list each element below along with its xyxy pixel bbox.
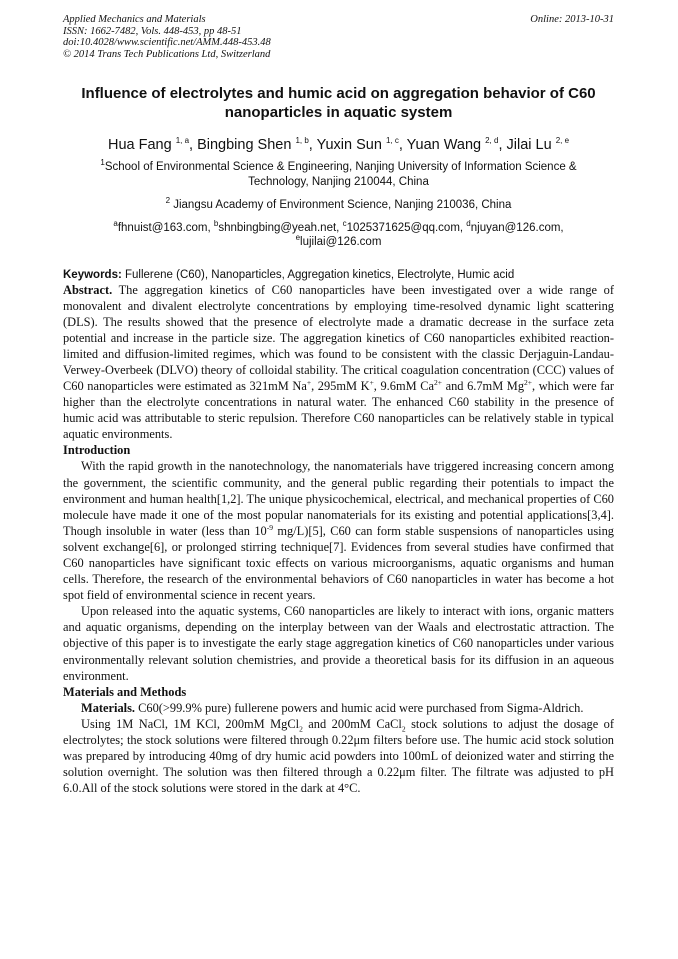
introduction-paragraph-2: Upon released into the aquatic systems, C60 nanoparticles are likely to interact with ions, organic matters and aquatic organisms, depending on the interplay between van der Waals and electrostatic attraction. The objective of this paper is to investigate the early stage aggregation kinetics of C60 nanoparticles under various environmentally relevant solution chemistries, and provide a theoretical basis for its diffusion in an aqueous environment. [63, 604, 614, 683]
abstract-text: , 9.6mM Ca [373, 379, 434, 394]
affiliation-line: Technology, Nanjing 210044, China [248, 175, 429, 188]
email-address: 1025371625@qq.com [346, 221, 460, 234]
abstract-text: , 295mM K [311, 379, 370, 394]
email-mark: b [213, 218, 219, 228]
author-name: Yuxin Sun [316, 137, 382, 153]
email-address: fhnuist@163.com [117, 221, 208, 234]
email-address: lujilai@126.com [300, 235, 382, 248]
paragraph-text: Using 1M NaCl, 1M KCl, 200mM MgCl [81, 716, 300, 731]
affiliation-mark: 1 [100, 158, 105, 168]
journal-header [63, 14, 614, 60]
author-name: Jilai Lu [506, 137, 552, 153]
affiliation-line: School of Environmental Science & Engineering, Nanjing University of Information Science & [104, 161, 577, 173]
introduction-paragraph-1 [63, 458, 614, 603]
paper-page [63, 14, 614, 796]
email-address: shnbingbing@yeah.net [218, 221, 337, 234]
title-line-1: Influence of electrolytes and humic acid on aggregation behavior of C60 [81, 85, 596, 102]
keywords-text: Fullerene (C60), Nanoparticles, Aggregation kinetics, Electrolyte, Humic acid [121, 268, 515, 281]
paragraph-text: stock solutions to adjust the dosage of electrolytes; the stock solutions were filtered through 0.22μm filters before use. The humic acid stock solution was prepared by introducing 40mg of dry humic acid powders into 100mL of deionized water and stirring the solution overnight. The solution was then filtered through a 0.22μm filter. The filtrate was adjusted to pH 6.0.All of the stock solutions were stored in the dark at 4°C. [63, 716, 614, 796]
email-list: $^a$fhnuist@163.com, $^b$shnbingbing@yeah.net, $^c$1025371625@qq.com, $^d$njuyan@126.com, $^e$lujilai@126.com [113, 218, 564, 248]
email-mark: c [342, 218, 347, 228]
author-affiliation-mark: 1, a [175, 136, 190, 146]
online-date: Online: 2013-10-31 [530, 14, 614, 25]
title-line-2: nanoparticles in aquatic system [224, 104, 453, 121]
superscript: -9 [266, 522, 273, 532]
email-mark: a [113, 218, 118, 228]
abstract-text: The aggregation kinetics of C60 nanoparticles have been investigated over a wide range of monovalent and divalent electrolyte concentrations by employing time-resolved dynamic light scattering (DLS). The results showed that the presence of electrolyte made a dramatic decrease in the surface zeta potential and increase in the particle size. The aggregation kinetics of C60 nanoparticles exhibited reaction-limited and diffusion-limited regimes, which was found to be consistent with the classic Derjaguin-Landau-Verwey-Overbeek (DLVO) theory of colloidal stability. The critical coagulation concentration (CCC) values of C60 nanoparticles were estimated as 321mM Na [63, 282, 614, 394]
methods-paragraph-2 [63, 716, 614, 796]
subscript: 2 [401, 724, 406, 734]
email-mark: e [295, 232, 301, 242]
author-affiliation-mark: 1, b [295, 136, 309, 146]
paragraph-text: With the rapid growth in the nanotechnology, the nanomaterials have triggered increasing concern among the government, the scientific community, and the general public regarding their potentials to impact the environment and human health[1,2]. The unique physicochemical, electrical, and mechanical properties of C60 molecule have made it one of the most popular nanomaterials for its existing and potential applications[3,4]. Though insoluble in water (less than 10 [63, 459, 614, 538]
superscript: 2+ [524, 377, 532, 387]
superscript: 2+ [434, 377, 442, 387]
keywords-label: Keywords: [63, 268, 122, 281]
journal-name: Applied Mechanics and Materials [63, 14, 206, 25]
author-name: Hua Fang [107, 137, 172, 153]
superscript: + [369, 377, 374, 387]
issn: ISSN: 1662-7482, Vols. 448-453, pp 48-51 [63, 25, 242, 37]
author-name: Bingbing Shen [197, 137, 292, 153]
keywords [63, 268, 614, 282]
abstract [63, 282, 614, 443]
doi: doi:10.4028/www.scientific.net/AMM.448-453.48 [63, 37, 271, 48]
affiliation-line: Jiangsu Academy of Environment Science, Nanjing 210036, China [170, 199, 512, 211]
methods-heading: Materials and Methods [63, 684, 187, 699]
author-affiliation-mark: 2, e [555, 136, 570, 146]
paragraph-text: C60(>99.9% pure) fullerene powers and humic acid were purchased from Sigma-Aldrich. [135, 700, 584, 715]
affiliation-2 [63, 198, 614, 213]
paragraph-text: and 200mM CaCl [302, 716, 402, 731]
author-list: Hua Fang $^{1, a}$, Bingbing Shen $^{1, b}$, Yuxin Sun $^{1, c}$, Yuan Wang $^{2, d}$, Jilai Lu $^{2, e}$ [107, 136, 570, 153]
affiliation-mark: 2 [165, 196, 171, 206]
superscript: + [306, 377, 312, 387]
affiliation-1 [63, 160, 614, 189]
paragraph-text: mg/L)[5], C60 can form stable suspensions of nanoparticles using solvent exchange[6], or prolonged stirring technique[7]. Evidences from several studies have confirmed that C60 nanoparticles have significant toxic effects on various microorganisms, aquatic organisms and human cells. Therefore, the research of the environmental behaviors of C60 nanoparticles in water has become a hot spot field of environmental science in recent years. [63, 523, 615, 603]
abstract-text: and 6.7mM Mg [441, 379, 525, 394]
abstract-label: Abstract. [63, 282, 113, 297]
email-mark: d [466, 218, 471, 228]
abstract-text: , which were far higher than the electrolyte concentrations in natural water. The enhanced C60 stability in the presence of humic acid was attributable to steric repulsion. Therefore C60 nanoparticles can be relatively stable in typical aquatic environments. [63, 379, 614, 442]
email-address: njuyan@126.com [470, 221, 561, 234]
copyright: © 2014 Trans Tech Publications Ltd, Switzerland [63, 48, 271, 60]
paper-title [63, 84, 614, 122]
introduction-heading: Introduction [63, 443, 131, 458]
materials-label: Materials. [81, 700, 136, 715]
methods-paragraph-1 [63, 700, 614, 716]
author-affiliation-mark: 1, c [385, 136, 399, 146]
author-affiliation-mark: 2, d [485, 136, 499, 146]
subscript: 2 [299, 724, 303, 734]
author-name: Yuan Wang [406, 137, 482, 153]
